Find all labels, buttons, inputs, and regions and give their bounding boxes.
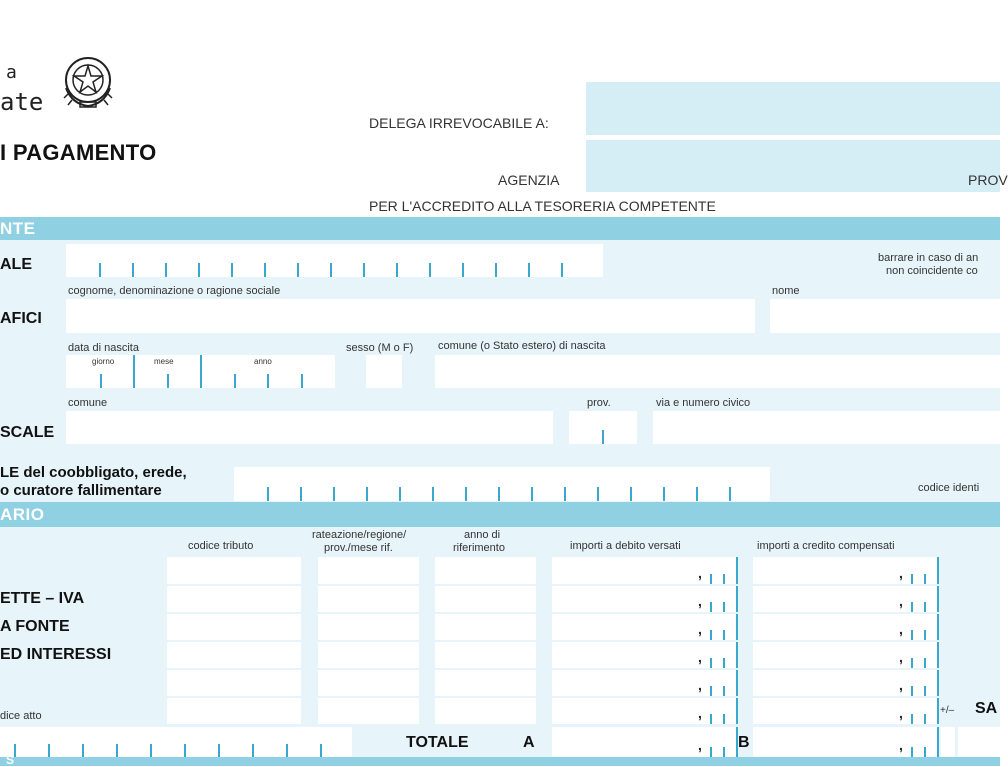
imposte-label-line1: ETTE – IVA bbox=[0, 590, 85, 607]
col-rateazione-line1: rateazione/regione/ bbox=[312, 529, 407, 541]
erario-band-label: ARIO bbox=[0, 505, 45, 524]
rateazione-cell[interactable] bbox=[318, 698, 419, 724]
tributo-cell[interactable] bbox=[167, 557, 301, 584]
comune-label: comune bbox=[68, 397, 108, 409]
sesso-label: sesso (M o F) bbox=[346, 342, 414, 354]
saldo-sign-field[interactable] bbox=[941, 727, 955, 757]
delega-field[interactable] bbox=[586, 82, 1000, 135]
nome-label: nome bbox=[772, 285, 800, 297]
sesso-field[interactable] bbox=[366, 355, 402, 388]
prov-domicilio-label: prov. bbox=[587, 397, 611, 409]
tributo-cell[interactable] bbox=[167, 614, 301, 640]
decimal-comma: , bbox=[698, 593, 702, 609]
contribuente-band-label: NTE bbox=[0, 219, 36, 238]
cents-ticks bbox=[753, 698, 939, 724]
decimal-comma: , bbox=[698, 621, 702, 637]
codice-fiscale-ticks bbox=[66, 244, 603, 277]
codice-fiscale-field[interactable] bbox=[66, 244, 603, 277]
anagrafici-label: AFICI bbox=[0, 310, 42, 327]
anno-cell[interactable] bbox=[435, 614, 536, 640]
rateazione-cell[interactable] bbox=[318, 557, 419, 584]
cents-ticks bbox=[753, 557, 939, 584]
comune-nascita-label: comune (o Stato estero) di nascita bbox=[438, 340, 606, 352]
saldo-field[interactable] bbox=[958, 727, 1000, 757]
coobbligato-codice-fiscale-field[interactable] bbox=[234, 467, 770, 501]
coobbligato-label-line1: LE del coobbligato, erede, bbox=[0, 464, 187, 481]
cents-ticks bbox=[552, 727, 738, 757]
cents-ticks bbox=[552, 586, 738, 612]
prov-label: PROV bbox=[968, 172, 1008, 188]
credito-cell[interactable] bbox=[753, 586, 939, 612]
via-label: via e numero civico bbox=[656, 397, 751, 409]
codice-atto-ticks bbox=[0, 727, 352, 757]
cognome-field[interactable] bbox=[66, 299, 755, 333]
delega-label: DELEGA IRREVOCABILE A: bbox=[369, 115, 549, 131]
anno-cell[interactable] bbox=[435, 586, 536, 612]
cents-ticks bbox=[753, 614, 939, 640]
plus-minus-label: +/– bbox=[940, 705, 955, 716]
rateazione-cell[interactable] bbox=[318, 670, 419, 696]
next-band-label: S bbox=[6, 753, 15, 767]
credito-cell[interactable] bbox=[753, 670, 939, 696]
debito-cell[interactable] bbox=[552, 642, 738, 668]
imposte-label-line3: ED INTERESSI bbox=[0, 646, 112, 663]
cents-ticks bbox=[753, 727, 939, 757]
anno-cell[interactable] bbox=[435, 557, 536, 584]
accredito-label: PER L'ACCREDITO ALLA TESORERIA COMPETENTE bbox=[369, 198, 716, 214]
rateazione-cell[interactable] bbox=[318, 642, 419, 668]
cents-ticks bbox=[753, 670, 939, 696]
decimal-comma: , bbox=[899, 705, 903, 721]
total-credito-field[interactable] bbox=[753, 727, 939, 757]
cents-ticks bbox=[552, 557, 738, 584]
barrare-note-line2: non coincidente co bbox=[886, 265, 978, 277]
coobbligato-ticks bbox=[234, 467, 770, 501]
comune-field[interactable] bbox=[66, 411, 553, 444]
decimal-comma: , bbox=[698, 649, 702, 665]
logo-text-line2: ate bbox=[0, 88, 44, 116]
imposte-label-line2: A FONTE bbox=[0, 618, 70, 635]
comune-nascita-field[interactable] bbox=[435, 355, 1000, 388]
col-rateazione-line2: prov./mese rif. bbox=[324, 542, 393, 554]
decimal-comma: , bbox=[899, 737, 903, 753]
tributo-cell[interactable] bbox=[167, 670, 301, 696]
prov-field[interactable] bbox=[569, 411, 637, 444]
republic-emblem-icon bbox=[58, 52, 118, 112]
tributo-cell[interactable] bbox=[167, 642, 301, 668]
codice-atto-field[interactable] bbox=[0, 727, 352, 757]
credito-cell[interactable] bbox=[753, 642, 939, 668]
agenzia-label: AGENZIA bbox=[498, 172, 560, 188]
debito-cell[interactable] bbox=[552, 670, 738, 696]
credito-cell[interactable] bbox=[753, 698, 939, 724]
data-nascita-field[interactable] bbox=[66, 355, 335, 388]
agenzia-field[interactable] bbox=[586, 140, 1000, 192]
anno-label: anno bbox=[254, 357, 272, 366]
decimal-comma: , bbox=[899, 649, 903, 665]
codice-fiscale-label: ALE bbox=[0, 256, 32, 273]
cents-ticks bbox=[552, 698, 738, 724]
giorno-label: giorno bbox=[92, 357, 115, 366]
debito-cell[interactable] bbox=[552, 614, 738, 640]
decimal-comma: , bbox=[698, 737, 702, 753]
rateazione-cell[interactable] bbox=[318, 614, 419, 640]
credito-cell[interactable] bbox=[753, 614, 939, 640]
cents-ticks bbox=[552, 642, 738, 668]
total-b-label: B bbox=[738, 734, 750, 751]
codice-identificativo-label: codice identi bbox=[918, 482, 980, 494]
barrare-note-line1: barrare in caso di an bbox=[878, 252, 979, 264]
anno-cell[interactable] bbox=[435, 642, 536, 668]
anno-cell[interactable] bbox=[435, 698, 536, 724]
page-title: I PAGAMENTO bbox=[0, 140, 157, 165]
prov-ticks bbox=[569, 411, 637, 444]
decimal-comma: , bbox=[899, 677, 903, 693]
anno-cell[interactable] bbox=[435, 670, 536, 696]
cents-ticks bbox=[753, 586, 939, 612]
debito-cell[interactable] bbox=[552, 586, 738, 612]
domicilio-fiscale-label: SCALE bbox=[0, 424, 55, 441]
coobbligato-label-line2: o curatore fallimentare bbox=[0, 482, 162, 499]
debito-cell[interactable] bbox=[552, 698, 738, 724]
erario-section-band bbox=[0, 502, 1000, 527]
cents-ticks bbox=[552, 670, 738, 696]
cognome-label: cognome, denominazione o ragione sociale bbox=[68, 285, 281, 297]
cents-ticks bbox=[753, 642, 939, 668]
col-codice-tributo: codice tributo bbox=[188, 540, 254, 552]
data-nascita-ticks bbox=[66, 355, 335, 388]
decimal-comma: , bbox=[698, 705, 702, 721]
col-anno-line1: anno di bbox=[464, 529, 501, 541]
col-anno-line2: riferimento bbox=[453, 542, 505, 554]
col-credito: importi a credito compensati bbox=[757, 540, 895, 552]
decimal-comma: , bbox=[899, 621, 903, 637]
totale-label: TOTALE bbox=[406, 734, 469, 751]
tributo-cell[interactable] bbox=[167, 586, 301, 612]
via-field[interactable] bbox=[653, 411, 1000, 444]
decimal-comma: , bbox=[899, 565, 903, 581]
rateazione-cell[interactable] bbox=[318, 586, 419, 612]
decimal-comma: , bbox=[698, 565, 702, 581]
nome-field[interactable] bbox=[770, 299, 1000, 333]
total-a-label: A bbox=[523, 734, 535, 751]
saldo-label: SA bbox=[975, 700, 998, 717]
tributo-cell[interactable] bbox=[167, 698, 301, 724]
data-nascita-label: data di nascita bbox=[68, 342, 139, 354]
codice-atto-label: dice atto bbox=[0, 710, 42, 722]
credito-cell[interactable] bbox=[753, 557, 939, 584]
col-debito: importi a debito versati bbox=[570, 540, 681, 552]
mese-label: mese bbox=[154, 357, 174, 366]
debito-cell[interactable] bbox=[552, 557, 738, 584]
contribuente-section-band bbox=[0, 217, 1000, 240]
logo-text-line1: a bbox=[6, 62, 17, 83]
total-debito-field[interactable] bbox=[552, 727, 738, 757]
decimal-comma: , bbox=[698, 677, 702, 693]
next-section-band bbox=[0, 753, 1000, 767]
decimal-comma: , bbox=[899, 593, 903, 609]
cents-ticks bbox=[552, 614, 738, 640]
